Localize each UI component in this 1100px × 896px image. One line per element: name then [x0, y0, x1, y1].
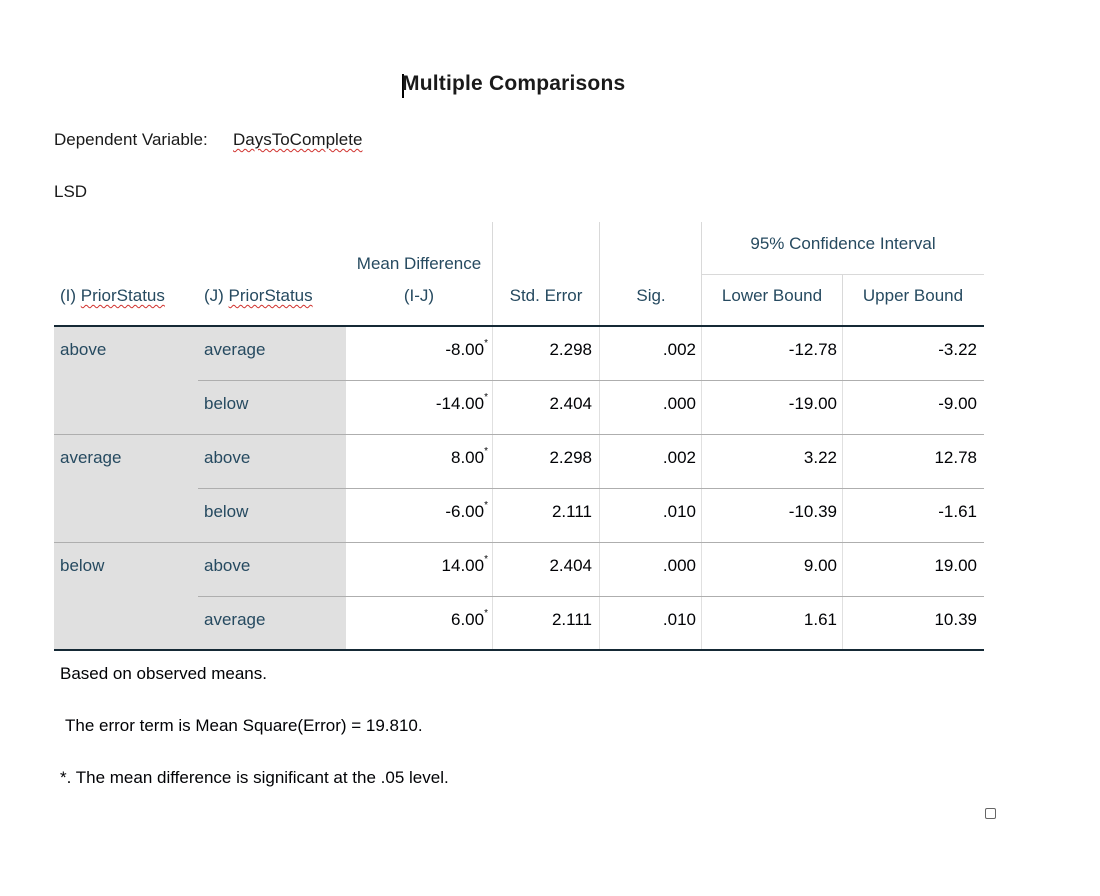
lower-bound-value: 1.61 [803, 610, 837, 629]
header-mean-difference: Mean Difference [356, 254, 482, 273]
sig-value: .000 [662, 394, 696, 413]
footnote-error-term: The error term is Mean Square(Error) = 19.810. [65, 716, 423, 735]
lower-bound-value: -12.78 [788, 340, 837, 359]
table-top-rule [54, 325, 984, 327]
header-lower-bound: Lower Bound [721, 286, 823, 305]
row-j-label: average [204, 340, 266, 359]
group-label-average: average [60, 448, 122, 467]
std-error-value: 2.404 [549, 556, 592, 575]
std-error-value: 2.298 [549, 340, 592, 359]
lower-bound-value: -10.39 [788, 502, 837, 521]
row-separator [198, 488, 984, 489]
upper-bound-value: 12.78 [934, 448, 977, 467]
header-std-error: Std. Error [509, 286, 583, 305]
mean-difference-value: 8.00* [451, 446, 488, 467]
header-j-prefix: (J) [204, 286, 229, 305]
upper-bound-value: 19.00 [934, 556, 977, 575]
group-label-above: above [60, 340, 107, 359]
header-i-word: PriorStatus [80, 286, 165, 305]
group-separator [54, 542, 984, 543]
upper-bound-value: -3.22 [938, 340, 977, 359]
lower-bound-value: -19.00 [788, 394, 837, 413]
upper-bound-value: -9.00 [938, 394, 977, 413]
header-upper-bound: Upper Bound [862, 286, 964, 305]
header-divider [492, 222, 493, 326]
upper-bound-value: -1.61 [938, 502, 977, 521]
mean-difference-value: 14.00* [441, 554, 488, 575]
row-j-label: average [204, 610, 266, 629]
sig-value: .000 [662, 556, 696, 575]
std-error-value: 2.298 [549, 448, 592, 467]
method-label: LSD [54, 182, 88, 201]
dependent-variable-value: DaysToComplete [233, 130, 363, 149]
row-separator [198, 596, 984, 597]
footnote-observed-means: Based on observed means. [60, 664, 267, 683]
lower-bound-value: 3.22 [803, 448, 837, 467]
header-confidence-interval: 95% Confidence Interval [750, 234, 936, 253]
mean-difference-value: -6.00* [445, 500, 488, 521]
table-bottom-rule [54, 649, 984, 651]
row-j-label: above [204, 556, 251, 575]
ci-header-separator [701, 274, 984, 275]
footnote-significance: *. The mean difference is significant at the .05 level. [60, 768, 449, 787]
mean-difference-value: -14.00* [435, 392, 488, 413]
header-j-priorstatus [204, 286, 313, 306]
header-j-word: PriorStatus [228, 286, 313, 305]
row-j-label: below [204, 394, 249, 413]
row-j-label: above [204, 448, 251, 467]
row-separator [198, 380, 984, 381]
dependent-variable-label: Dependent Variable: [54, 130, 208, 149]
std-error-value: 2.111 [551, 502, 592, 521]
row-j-label: below [204, 502, 249, 521]
sig-value: .010 [662, 610, 696, 629]
table-title: Multiple Comparisons [402, 72, 626, 95]
header-sig: Sig. [636, 286, 666, 305]
header-divider [599, 222, 600, 326]
mean-difference-value: 6.00* [451, 608, 488, 629]
header-i-prefix: (I) [60, 286, 81, 305]
checkbox[interactable] [985, 808, 996, 819]
header-divider [842, 274, 843, 326]
sig-value: .002 [662, 448, 696, 467]
header-i-priorstatus [60, 286, 165, 306]
upper-bound-value: 10.39 [934, 610, 977, 629]
mean-difference-value: -8.00* [445, 338, 488, 359]
lower-bound-value: 9.00 [803, 556, 837, 575]
group-separator [54, 434, 984, 435]
std-error-value: 2.404 [549, 394, 592, 413]
std-error-value: 2.111 [551, 610, 592, 629]
header-mean-difference-ij: (I-J) [403, 286, 435, 305]
sig-value: .002 [662, 340, 696, 359]
sig-value: .010 [662, 502, 696, 521]
group-label-below: below [60, 556, 105, 575]
